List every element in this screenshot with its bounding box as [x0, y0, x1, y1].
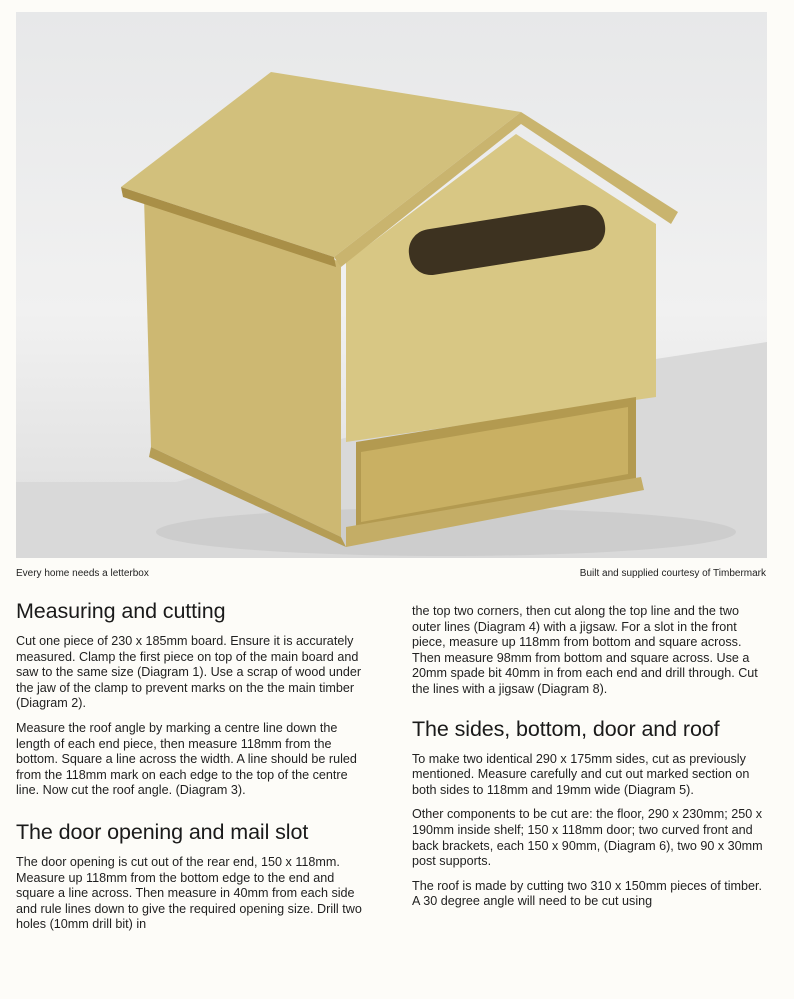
measuring-paragraph-1: Cut one piece of 230 x 185mm board. Ensure it is accurately measured. Clamp the first piece on top of the main board and saw to the same size (Diagram 1). Use a scrap of wood under the jaw of the clamp to prevent marks on the the main timber (Diagram 2).: [16, 634, 362, 711]
door-paragraph-1: The door opening is cut out of the rear end, 150 x 118mm. Measure up 118mm from the bottom edge to the end and square a line across. Then measure in 40mm from each side and rule lines down to give the required opening size. Drill two holes (10mm drill bit) in: [16, 854, 362, 932]
photo-caption-left: Every home needs a letterbox: [16, 568, 149, 579]
right-column: [412, 604, 767, 919]
letterbox-illustration: [16, 12, 767, 558]
sides-paragraph-3: The roof is made by cutting two 310 x 150mm pieces of timber. A 30 degree angle will need to be cut using: [412, 878, 762, 909]
left-column: [16, 598, 371, 942]
photo-caption-right: Built and supplied courtesy of Timbermark: [579, 568, 766, 579]
sides-paragraph-1: To make two identical 290 x 175mm sides, cut as previously mentioned. Measure carefully and cut out marked section on both sides to 118mm and 19mm wide (Diagram 5).: [412, 751, 750, 797]
letterbox-photo: [16, 12, 767, 558]
door-paragraph-2: the top two corners, then cut along the top line and the two outer lines (Diagram 4) with a jigsaw. For a slot in the front piece, measure up 118mm from bottom and square across. Then measure 98mm from bottom and square across. Use a 20mm spade bit 40mm in from each end and drill through. Cut the lines with a jigsaw (Diagram 8).: [412, 604, 758, 696]
measuring-paragraph-2: Measure the roof angle by marking a centre line down the length of each end piece, then measure 118mm from the bottom. Square a line across the width. A line should be ruled from the 118mm mark on each edge to the top of the centre line. Now cut the roof angle. (Diagram 3).: [16, 720, 357, 798]
section-heading-door: The door opening and mail slot: [16, 819, 309, 844]
section-heading-sides: The sides, bottom, door and roof: [412, 716, 720, 741]
section-heading-measuring: Measuring and cutting: [16, 599, 226, 623]
sides-paragraph-2: Other components to be cut are: the floor, 290 x 230mm; 250 x 190mm inside shelf; 150 x 118mm door; two curved front and back brackets, each 150 x 90mm, (Diagram 6), two 90 x 30mm post supports.: [412, 807, 763, 869]
